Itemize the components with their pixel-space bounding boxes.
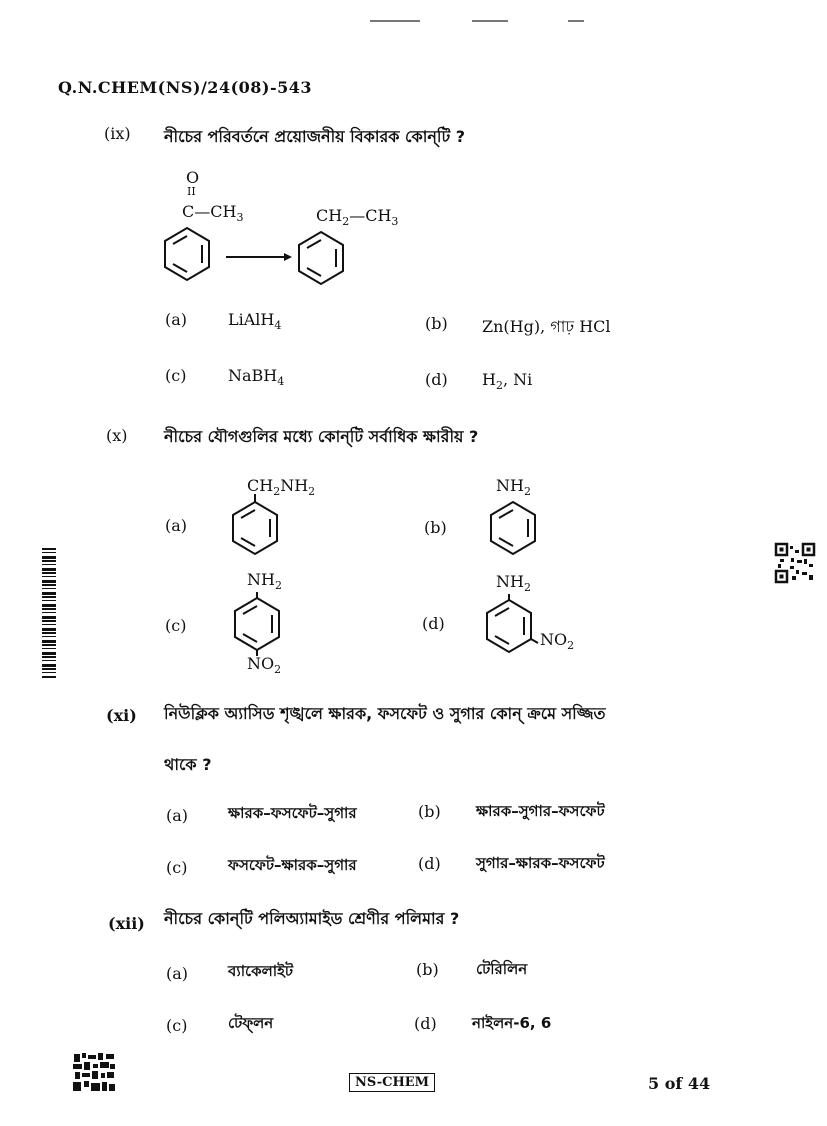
- option-text-xi-a: ক্ষারক–ফসফেট–সুগার: [228, 804, 357, 822]
- top-dash-1: [370, 20, 420, 22]
- option-label-xii-c: (c): [166, 1016, 188, 1035]
- option-text-xi-d: সুগার–ক্ষারক–ফসফেট: [476, 854, 605, 872]
- option-text-xii-b: টেরিলিন: [476, 960, 528, 978]
- option-label-xi-b: (b): [418, 802, 441, 821]
- option-label-ix-a: (a): [165, 310, 188, 329]
- option-text-xii-a: ব্যাকেলাইট: [228, 962, 294, 980]
- product-benzene-ring: [296, 230, 346, 286]
- reactant-double-bond: II: [187, 185, 196, 198]
- option-text-xii-c: টেফ্‌লন: [228, 1014, 274, 1032]
- paper-code-header: Q.N.CHEM(NS)/24(08)-543: [58, 78, 313, 97]
- option-text-ix-d: $H_2$, Ni: [482, 370, 533, 393]
- option-x-d-side-substituent: $NO_2$: [540, 630, 575, 653]
- reactant-ketone-group: $C—CH_3$: [182, 202, 244, 225]
- option-label-xi-d: (d): [418, 854, 441, 873]
- option-text-ix-b: Zn(Hg), গাঢ় HCl: [482, 317, 611, 336]
- option-text-ix-c: NaBH$_4$: [228, 366, 285, 389]
- question-number-ix: (ix): [104, 124, 131, 143]
- option-x-c-top-substituent: $NH_2$: [247, 570, 282, 593]
- option-x-d-top-substituent: $NH_2$: [496, 572, 531, 595]
- option-label-ix-b: (b): [425, 314, 448, 333]
- question-number-xii: (xii): [108, 914, 145, 933]
- option-x-d-benzene-ring: [484, 598, 534, 654]
- question-text-xii: নীচের কোন্‌টি পলিঅ্যামাইড শ্রেণীর পলিমার ?: [164, 909, 460, 928]
- option-x-c-benzene-ring: [232, 596, 282, 652]
- option-x-b-benzene-ring: [488, 500, 538, 556]
- question-text-xi-line2: থাকে ?: [164, 755, 212, 774]
- option-label-xii-b: (b): [416, 960, 439, 979]
- product-ethyl-group: $CH_2—CH_3$: [316, 206, 399, 229]
- qr-code-icon: [776, 544, 814, 582]
- option-label-ix-d: (d): [425, 370, 448, 389]
- page-number: 5 of 44: [648, 1074, 711, 1093]
- option-x-a-substituent: $CH_2NH_2$: [247, 476, 316, 499]
- option-label-xii-d: (d): [414, 1014, 437, 1033]
- reactant-benzene-ring: [162, 226, 212, 282]
- option-label-xi-c: (c): [166, 858, 188, 877]
- reactant-carbonyl-o: O: [186, 168, 200, 187]
- question-number-xi: (xi): [106, 706, 137, 725]
- footer-barcode-icon: [72, 1052, 116, 1094]
- option-text-ix-a: LiAlH$_4$: [228, 310, 282, 333]
- reaction-arrow: [226, 252, 292, 262]
- option-label-x-c: (c): [165, 616, 187, 635]
- option-text-xi-b: ক্ষারক–সুগার–ফসফেট: [476, 802, 605, 820]
- option-label-x-a: (a): [165, 516, 188, 535]
- question-text-xi-line1: নিউক্লিক অ্যাসিড শৃঙ্খলে ক্ষারক, ফসফেট ও সুগার কোন্‌ ক্রমে সজ্জিত: [164, 704, 606, 723]
- option-x-a-benzene-ring: [230, 500, 280, 556]
- top-dash-3: [568, 20, 584, 22]
- option-label-x-b: (b): [424, 518, 447, 537]
- option-label-x-d: (d): [422, 614, 445, 633]
- top-dash-2: [472, 20, 508, 22]
- option-label-xii-a: (a): [166, 964, 189, 983]
- question-number-x: (x): [106, 426, 128, 445]
- option-label-xi-a: (a): [166, 806, 189, 825]
- option-label-ix-c: (c): [165, 366, 187, 385]
- option-x-c-bottom-substituent: $NO_2$: [247, 654, 282, 677]
- footer-subject-code: NS-CHEM: [349, 1073, 435, 1092]
- option-x-b-substituent: $NH_2$: [496, 476, 531, 499]
- option-text-xi-c: ফসফেট–ক্ষারক–সুগার: [228, 856, 357, 874]
- question-text-ix: নীচের পরিবর্তনে প্রয়োজনীয় বিকারক কোন্‌টি ?: [164, 127, 466, 146]
- side-barcode: [42, 548, 56, 678]
- option-text-xii-d: নাইলন-6, 6: [472, 1014, 552, 1032]
- question-text-x: নীচের যৌগগুলির মধ্যে কোন্‌টি সর্বাধিক ক্ষারীয় ?: [164, 427, 479, 446]
